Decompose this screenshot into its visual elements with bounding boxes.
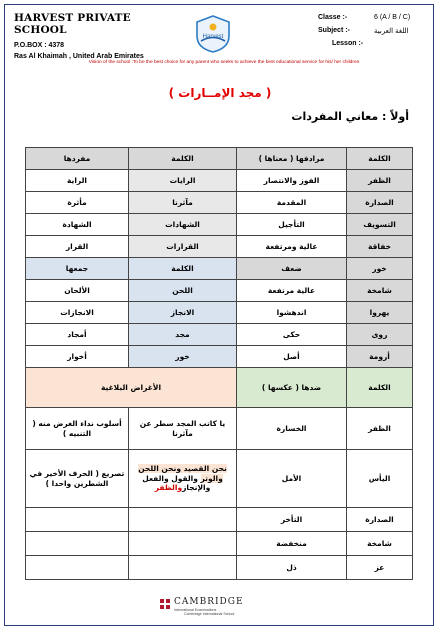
table-header-cell: مرادفها ( معناها )	[237, 148, 347, 170]
table-cell	[26, 532, 129, 556]
table-header-cell: الكلمة	[129, 258, 237, 280]
table-subheader-row	[26, 368, 413, 408]
table-row	[26, 280, 413, 302]
table-cell: خور	[347, 258, 413, 280]
table-cell: الفوز والانتصار	[237, 170, 347, 192]
vocabulary-table	[25, 147, 413, 580]
table-cell: ذل	[237, 556, 347, 580]
table-cell: أصل	[237, 346, 347, 368]
table-cell: الأمل	[237, 450, 347, 508]
table-cell: الظفر	[347, 408, 413, 450]
table-cell: روى	[347, 324, 413, 346]
cambridge-line2: Cambridge International School	[184, 612, 235, 616]
table-cell: الظفر	[347, 170, 413, 192]
table-subheader-row	[26, 258, 413, 280]
table-cell	[129, 508, 237, 532]
table-cell: ضعف	[237, 258, 347, 280]
table-cell: أمجاد	[26, 324, 129, 346]
table-cell: المقدمة	[237, 192, 347, 214]
class-value: 6 (A / B / C)	[374, 14, 411, 21]
table-cell: الشهادات	[129, 214, 237, 236]
table-cell: الانجاز	[129, 302, 237, 324]
table-cell: خور	[129, 346, 237, 368]
crest-icon	[160, 599, 170, 609]
table-cell: التأجيل	[237, 214, 347, 236]
table-cell: يهروا	[347, 302, 413, 324]
table-cell: شامخة	[347, 532, 413, 556]
school-logo	[193, 14, 233, 54]
table-cell: القرار	[26, 236, 129, 258]
verse-line-2: والقول والفعل والإنجاز	[142, 473, 211, 493]
table-cell: يا كاتب المجد سطر عن مآثرنا	[129, 408, 237, 450]
school-pobox: P.O.BOX : 4378	[14, 42, 65, 49]
class-info	[318, 14, 428, 53]
cambridge-line1: International Examinations	[174, 608, 217, 612]
cambridge-logo	[160, 597, 280, 617]
table-row	[26, 532, 413, 556]
table-header-cell: مفردها	[26, 148, 129, 170]
table-row	[26, 408, 413, 450]
table-row	[26, 324, 413, 346]
table-header-row	[26, 148, 413, 170]
table-cell: اندهشوا	[237, 302, 347, 324]
table-cell: الراية	[26, 170, 129, 192]
table-cell	[129, 556, 237, 580]
table-header-cell: ضدها ( عكسها )	[237, 368, 347, 408]
table-cell: شامخة	[347, 280, 413, 302]
school-vision: Vision of the school :To be the best choice for any parent who seeks to achieve the best educational service for his/ her children	[88, 60, 360, 65]
table-cell: عز	[347, 556, 413, 580]
table-row	[26, 302, 413, 324]
table-cell: الخسارة	[237, 408, 347, 450]
table-row	[26, 508, 413, 532]
page-title: ( مجد الإمــارات )	[168, 86, 272, 100]
table-header-cell: جمعها	[26, 258, 129, 280]
table-cell: حكى	[237, 324, 347, 346]
table-header-cell: الكلمة	[129, 148, 237, 170]
logo-text: Harvest	[202, 34, 224, 40]
table-header-cell: الكلمة	[347, 368, 413, 408]
table-cell: الصدارة	[347, 508, 413, 532]
lesson-label: Lesson :-	[332, 40, 364, 47]
table-cell	[26, 556, 129, 580]
table-cell: مأثرة	[26, 192, 129, 214]
subject-label: Subject :-	[318, 27, 350, 34]
table-cell: الرايات	[129, 170, 237, 192]
table-cell: الصدارة	[347, 192, 413, 214]
subject-value: اللغة العربية	[374, 28, 409, 35]
table-cell: عالية ومرتفعة	[237, 236, 347, 258]
table-cell: القرارات	[129, 236, 237, 258]
cambridge-brand: CAMBRIDGE	[174, 597, 244, 607]
table-cell	[129, 450, 237, 508]
verse-line-1: نحن القصيد ونحن اللحن والوتر	[138, 464, 227, 483]
table-cell: مجد	[129, 324, 237, 346]
table-cell: أرومة	[347, 346, 413, 368]
table-cell: عالية مرتفعة	[237, 280, 347, 302]
table-cell	[26, 508, 129, 532]
table-cell: أسلوب نداء الغرض منه ( التنبيه )	[26, 408, 129, 450]
table-cell	[129, 532, 237, 556]
section-title: أولاً : معاني المفردات	[291, 110, 409, 123]
table-row	[26, 236, 413, 258]
table-header-cell: الأغراض البلاغية	[26, 368, 237, 408]
table-cell: التأخر	[237, 508, 347, 532]
table-cell: اليأس	[347, 450, 413, 508]
table-cell: تصريع ( الحرف الأخير في الشطرين واحدا )	[26, 450, 129, 508]
school-address: Ras Al Khaimah , United Arab Emirates	[14, 53, 144, 60]
table-cell: اللحن	[129, 280, 237, 302]
table-row	[26, 170, 413, 192]
class-label: Classe :-	[318, 14, 348, 21]
table-cell: الانجازات	[26, 302, 129, 324]
table-cell: الشهادة	[26, 214, 129, 236]
table-row	[26, 450, 413, 508]
table-row	[26, 214, 413, 236]
school-name: HARVEST PRIVATE SCHOOL	[14, 12, 131, 36]
table-row	[26, 346, 413, 368]
table-header-cell: الكلمة	[347, 148, 413, 170]
table-row	[26, 192, 413, 214]
table-cell: أخوار	[26, 346, 129, 368]
table-cell: مآثرنا	[129, 192, 237, 214]
table-cell: الألحان	[26, 280, 129, 302]
table-cell: خفاقة	[347, 236, 413, 258]
table-cell: منخفضة	[237, 532, 347, 556]
verse-rhyme: والظفر	[154, 483, 183, 493]
table-row	[26, 556, 413, 580]
table-cell: التسويف	[347, 214, 413, 236]
school-info	[14, 12, 174, 60]
